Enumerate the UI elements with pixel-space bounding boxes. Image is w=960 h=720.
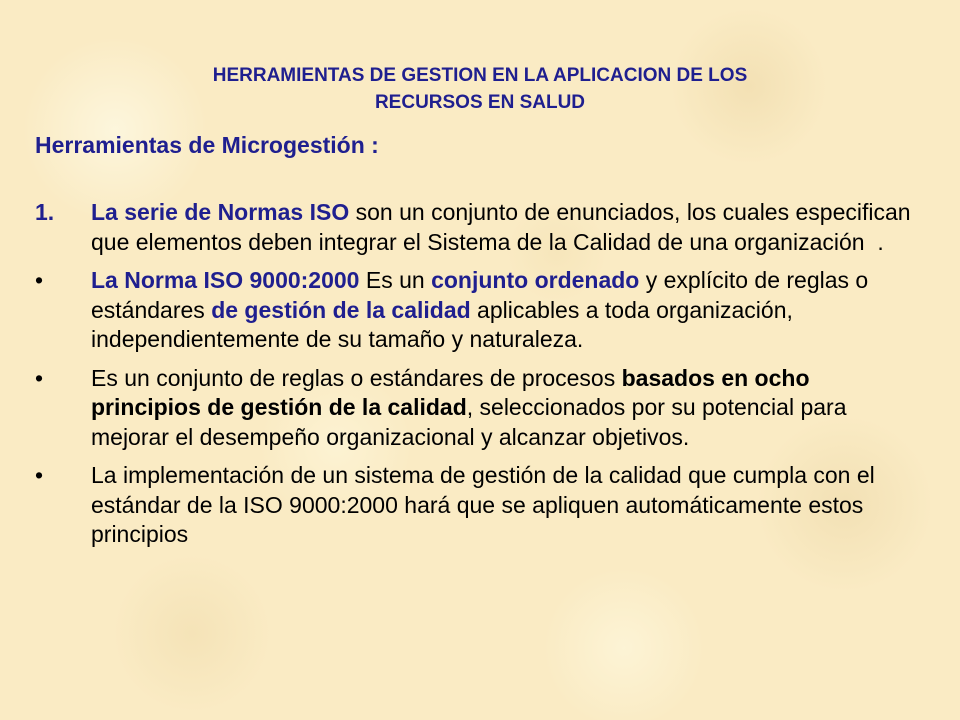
body-text: son un conjunto de enunciados, los cuales especifican que elementos deben integrar el Sistema de la Calidad de una organización . xyxy=(91,199,911,255)
body-text: La implementación de un sistema de gestión de la calidad que cumpla con el estándar de la ISO 9000:2000 hará que se apliquen automáticamente estos principios xyxy=(91,462,875,547)
highlight-iso-series: La serie de Normas ISO xyxy=(91,199,350,225)
content-list xyxy=(35,198,920,559)
bullet-icon: • xyxy=(35,267,44,293)
highlight-gestion-calidad: de gestión de la calidad xyxy=(211,296,471,323)
slide-title xyxy=(60,62,900,116)
section-subtitle: Herramientas de Microgestión : xyxy=(35,132,379,158)
list-item-iso-series xyxy=(35,198,920,257)
list-item-iso-9000 xyxy=(35,266,920,355)
body-text: Es un xyxy=(359,267,432,293)
slide-title-line-1: HERRAMIENTAS DE GESTION EN LA APLICACION DE LOS xyxy=(212,65,748,86)
highlight-ocho-principios: basados en ocho principios de gestión de la calidad xyxy=(91,364,810,420)
list-number: 1. xyxy=(35,199,55,225)
highlight-conjunto-ordenado: conjunto ordenado xyxy=(431,267,640,293)
bullet-icon: • xyxy=(35,364,44,391)
body-text: , seleccionados por su potencial para mejorar el desempeño organizacional y alcanzar objetivos. xyxy=(91,394,847,450)
list-item-principles xyxy=(35,364,920,453)
body-text: Es un conjunto de reglas o estándares de procesos xyxy=(91,364,622,391)
bullet-icon: • xyxy=(35,462,44,488)
body-text: y explícito de reglas o estándares xyxy=(91,267,869,323)
highlight-iso-9000: La Norma ISO 9000:2000 xyxy=(91,267,360,293)
list-item-implementation xyxy=(35,461,920,550)
slide-title-line-2: RECURSOS EN SALUD xyxy=(374,92,586,113)
body-text: aplicables a toda organización, independientemente de su tamaño y naturaleza. xyxy=(91,296,793,352)
